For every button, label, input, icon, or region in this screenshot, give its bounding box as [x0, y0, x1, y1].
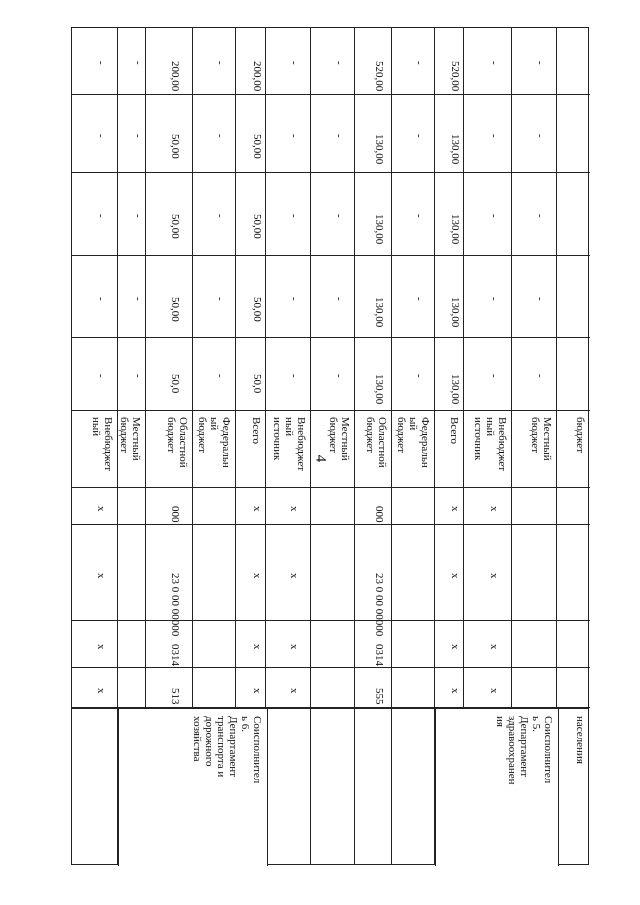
- table-cell-c_total: [266, 28, 310, 95]
- cell-text: 130,00: [449, 296, 461, 327]
- table-cell-x4: [72, 488, 117, 525]
- table-cell-c3: [355, 173, 391, 256]
- cell-text: -: [413, 61, 425, 65]
- cell-text: х: [94, 506, 107, 512]
- cell-text: 50,00: [169, 133, 181, 159]
- table-cell-x3: [118, 525, 145, 621]
- table-cell-c1: [464, 338, 511, 411]
- table-cell-x3: [146, 525, 192, 636]
- table-cell-x4: [266, 488, 310, 525]
- cell-text: 520,00: [449, 61, 461, 92]
- table-cell-x1: [557, 668, 590, 708]
- table-cell-x2: [311, 621, 354, 668]
- table-cell-x4: [392, 488, 434, 525]
- table-cell-c1: [266, 338, 310, 411]
- cell-text: х: [250, 572, 263, 578]
- table-cell-c3: [512, 173, 556, 256]
- cell-text: -: [332, 214, 345, 218]
- cell-text: -: [534, 374, 546, 378]
- cell-text: -: [94, 374, 107, 378]
- table-cell-c2: [236, 256, 265, 338]
- table-cell-x4: [193, 488, 235, 525]
- table-cell-x2: [464, 621, 511, 668]
- table-cell-x4: [311, 488, 354, 525]
- table-cell-x4: [146, 488, 192, 525]
- table-cell-c_total: [193, 28, 235, 95]
- table-cell-c2: [435, 256, 463, 338]
- cell-text: -: [214, 374, 226, 378]
- table-cell-c3: [392, 173, 434, 256]
- table-cell-x4: [355, 488, 391, 525]
- cell-text: 50,00: [169, 296, 181, 322]
- table-cell-source: [311, 411, 354, 488]
- cell-text: -: [413, 133, 425, 138]
- cell-text: х: [288, 687, 300, 693]
- table-cell-source: [72, 411, 117, 488]
- table-cell-x1: [118, 668, 145, 708]
- cell-text: 130,00: [449, 214, 461, 245]
- cell-text: -: [94, 296, 107, 301]
- table-cell-x2: [236, 621, 265, 668]
- table-cell-c2: [193, 256, 235, 338]
- cell-text: Внебюджет ный источник: [271, 417, 307, 472]
- table-cell-x2: [557, 621, 590, 668]
- cell-text: -: [413, 296, 425, 301]
- executor-label: Соисполнител ь 5. Департамент здравоохранен ия: [494, 716, 554, 785]
- cell-text: -: [131, 374, 144, 378]
- cell-text: 000: [373, 506, 385, 523]
- table-cell-c3: [72, 173, 117, 256]
- table-cell-x3: [464, 525, 511, 621]
- table-cell-c2: [118, 256, 145, 338]
- table-cell-source: [392, 411, 434, 488]
- cell-text: 23 0 00 00000: [373, 572, 385, 636]
- table-cell-c2: [392, 256, 434, 338]
- cell-text: 513: [169, 687, 181, 704]
- cell-text: х: [487, 687, 500, 693]
- cell-text: -: [332, 374, 345, 378]
- cell-text: х: [449, 687, 461, 693]
- table-cell-x1: [464, 668, 511, 708]
- table-cell-c1: [512, 338, 556, 411]
- table-cell-source: [266, 411, 310, 488]
- row-note: населения: [574, 716, 586, 764]
- table-cell-source: [435, 411, 463, 488]
- table-cell-c2: [464, 256, 511, 338]
- cell-text: х: [250, 506, 263, 512]
- table-row: [311, 28, 355, 864]
- cell-text: Местный бюджет: [118, 417, 142, 461]
- table-cell-x4: [464, 488, 511, 525]
- cell-text: -: [94, 214, 107, 218]
- table-cell-c3: [118, 173, 145, 256]
- table-cell-x3: [266, 525, 310, 621]
- cell-text: 130,00: [373, 133, 385, 164]
- cell-text: х: [288, 506, 300, 512]
- table-cell-c3: [236, 173, 265, 256]
- cell-text: 50,00: [250, 133, 263, 159]
- table-cell-c4: [118, 95, 145, 173]
- cell-text: -: [487, 133, 500, 138]
- table-cell-x3: [435, 525, 463, 621]
- table-cell-x2: [266, 621, 310, 668]
- table-cell-c2: [72, 256, 117, 338]
- table-cell-c2: [512, 256, 556, 338]
- table-cell-c1: [118, 338, 145, 411]
- table-cell-x1: [435, 668, 463, 708]
- cell-text: Местный бюджет: [529, 417, 553, 461]
- table-cell-c_total: [236, 28, 265, 95]
- table-cell-source: [512, 411, 556, 488]
- cell-text: 50,00: [250, 214, 263, 239]
- cell-text: -: [534, 61, 546, 65]
- cell-text: -: [131, 296, 144, 301]
- cell-text: 50,0: [169, 374, 181, 394]
- table-cell-c_total: [311, 28, 354, 95]
- cell-text: -: [131, 133, 144, 138]
- table-cell-x4: [557, 488, 590, 525]
- table-cell-x2: [118, 621, 145, 668]
- table-cell-source: [193, 411, 235, 488]
- cell-text: Федеральн ый бюджет: [196, 417, 232, 468]
- table-cell-c3: [464, 173, 511, 256]
- cell-text: Федеральн ый бюджет: [395, 417, 431, 468]
- table-cell-x4: [236, 488, 265, 525]
- table-cell-c4: [355, 95, 391, 173]
- cell-text: -: [131, 61, 144, 65]
- table-row: [557, 28, 590, 864]
- table-cell-x3: [355, 525, 391, 636]
- table-cell-c_total: [464, 28, 511, 95]
- table-cell-c2: [146, 256, 192, 338]
- table-cell-x4: [512, 488, 556, 525]
- table-cell-c4: [557, 95, 590, 173]
- cell-text: -: [214, 214, 226, 218]
- table-cell-c4: [512, 95, 556, 173]
- cell-text: -: [534, 296, 546, 301]
- cell-text: х: [487, 572, 500, 578]
- table-cell-c_total: [435, 28, 463, 95]
- table-cell-x2: [355, 621, 391, 668]
- table-cell-c1: [146, 338, 192, 411]
- executor-label: Соисполнител ь 6. Департамент транспорта и дорожного хозяйства: [191, 716, 263, 784]
- cell-text: -: [487, 214, 500, 218]
- cell-text: х: [449, 644, 461, 650]
- table-cell-c4: [72, 95, 117, 173]
- cell-text: -: [332, 296, 345, 301]
- cell-text: х: [449, 572, 461, 578]
- cell-text: 200,00: [250, 61, 263, 92]
- table-cell-c_total: [355, 28, 391, 95]
- table-cell-c_total: [146, 28, 192, 95]
- cell-text: -: [131, 214, 144, 218]
- table-cell-c2: [355, 256, 391, 338]
- table-cell-c1: [193, 338, 235, 411]
- table-cell-x3: [236, 525, 265, 621]
- table-cell-c1: [392, 338, 434, 411]
- cell-text: х: [487, 506, 500, 512]
- table-cell-c4: [435, 95, 463, 173]
- table-cell-x2: [435, 621, 463, 668]
- cell-text: 130,00: [449, 374, 461, 405]
- table-cell-c3: [146, 173, 192, 256]
- cell-text: 130,00: [373, 214, 385, 245]
- table-cell-x3: [512, 525, 556, 621]
- table-cell-c3: [193, 173, 235, 256]
- table-cell-source: [118, 411, 145, 488]
- cell-text: 50,00: [250, 296, 263, 322]
- cell-text: Местный бюджет: [327, 417, 351, 461]
- table-cell-c1: [311, 338, 354, 411]
- table-cell-x1: [72, 668, 117, 708]
- cell-text: -: [214, 133, 226, 138]
- table-cell-c4: [236, 95, 265, 173]
- cell-text: 130,00: [373, 296, 385, 327]
- cell-text: х: [250, 644, 263, 650]
- table-cell-x2: [193, 621, 235, 668]
- cell-text: х: [94, 644, 107, 650]
- table-cell-c1: [72, 338, 117, 411]
- cell-text: -: [487, 61, 500, 65]
- cell-text: -: [413, 374, 425, 378]
- table-cell-source: [146, 411, 192, 488]
- cell-text: х: [250, 687, 263, 693]
- cell-text: 130,00: [373, 374, 385, 405]
- cell-text: 0314: [373, 644, 385, 666]
- table-cell-c_total: [392, 28, 434, 95]
- table-cell-x2: [146, 621, 192, 668]
- table-cell-c_total: [512, 28, 556, 95]
- cell-text: Областной бюджет: [364, 417, 388, 468]
- table-cell-x1: [512, 668, 556, 708]
- table-cell-c2: [557, 256, 590, 338]
- cell-text: бюджет: [574, 417, 586, 453]
- table-cell-x3: [557, 525, 590, 621]
- cell-text: -: [94, 133, 107, 138]
- cell-text: 0314: [169, 644, 181, 666]
- table-cell-c4: [464, 95, 511, 173]
- table-cell-c1: [557, 338, 590, 411]
- cell-text: -: [332, 61, 345, 65]
- table-cell-source: [355, 411, 391, 488]
- table-cell-x1: [311, 668, 354, 708]
- table-row: [392, 28, 435, 864]
- table-cell-c2: [311, 256, 354, 338]
- cell-text: Всего: [448, 417, 460, 444]
- table-cell-x3: [193, 525, 235, 621]
- cell-text: -: [534, 133, 546, 138]
- table-cell-x1: [392, 668, 434, 708]
- cell-text: х: [487, 644, 500, 650]
- table-cell-x2: [392, 621, 434, 668]
- cell-text: Внебюджет ный источник: [472, 417, 508, 472]
- executor-cell: [435, 708, 559, 866]
- cell-text: 50,00: [169, 214, 181, 239]
- table-row: [72, 28, 118, 864]
- table-cell-x1: [266, 668, 310, 708]
- cell-text: 200,00: [169, 61, 181, 92]
- cell-text: 130,00: [449, 133, 461, 164]
- budget-table: [71, 27, 589, 865]
- cell-text: -: [288, 214, 300, 218]
- cell-text: х: [288, 644, 300, 650]
- cell-text: -: [413, 214, 425, 218]
- cell-text: х: [288, 572, 300, 578]
- table-cell-c2: [266, 256, 310, 338]
- table-cell-c3: [557, 173, 590, 256]
- table-cell-c4: [266, 95, 310, 173]
- executor-cell: [118, 708, 268, 866]
- cell-text: -: [288, 133, 300, 138]
- table-cell-x1: [355, 668, 391, 708]
- table-cell-x3: [72, 525, 117, 621]
- cell-text: -: [487, 296, 500, 301]
- cell-text: 50,0: [250, 374, 263, 394]
- cell-text: -: [288, 296, 300, 301]
- cell-text: 23 0 00 00000: [169, 572, 181, 636]
- table-cell-c3: [266, 173, 310, 256]
- cell-text: -: [487, 374, 500, 378]
- table-cell-x2: [512, 621, 556, 668]
- page-number: 4: [312, 454, 329, 463]
- table-cell-c4: [311, 95, 354, 173]
- cell-text: -: [288, 374, 300, 378]
- table-cell-x4: [435, 488, 463, 525]
- table-cell-c1: [355, 338, 391, 411]
- table-cell-c3: [435, 173, 463, 256]
- table-cell-c_total: [557, 28, 590, 95]
- table-cell-c_total: [72, 28, 117, 95]
- table-cell-x3: [392, 525, 434, 621]
- table-row: [355, 28, 392, 864]
- table-cell-source: [557, 411, 590, 488]
- cell-text: Внебюджет ный: [90, 417, 114, 472]
- table-cell-x3: [311, 525, 354, 621]
- cell-text: -: [332, 133, 345, 138]
- divider: [72, 708, 588, 709]
- table-cell-x1: [236, 668, 265, 708]
- cell-text: -: [534, 214, 546, 218]
- table-cell-c1: [236, 338, 265, 411]
- cell-text: 520,00: [373, 61, 385, 92]
- table-cell-c4: [392, 95, 434, 173]
- cell-text: 000: [169, 506, 181, 523]
- table-cell-c1: [435, 338, 463, 411]
- cell-text: -: [214, 296, 226, 301]
- cell-text: Всего: [250, 417, 262, 444]
- table-row: [266, 28, 311, 864]
- table-cell-x1: [146, 668, 192, 708]
- table-cell-source: [464, 411, 511, 488]
- cell-text: 555: [373, 687, 385, 704]
- cell-text: -: [94, 61, 107, 65]
- table-cell-x1: [193, 668, 235, 708]
- cell-text: -: [288, 61, 300, 65]
- table-cell-c_total: [118, 28, 145, 95]
- table-cell-c4: [193, 95, 235, 173]
- table-cell-x2: [72, 621, 117, 668]
- cell-text: х: [94, 572, 107, 578]
- table-cell-c3: [311, 173, 354, 256]
- cell-text: х: [449, 506, 461, 512]
- table-cell-x4: [118, 488, 145, 525]
- cell-text: -: [214, 61, 226, 65]
- cell-text: Областной бюджет: [165, 417, 189, 468]
- cell-text: х: [94, 687, 107, 693]
- table-cell-c4: [146, 95, 192, 173]
- table-cell-source: [236, 411, 265, 488]
